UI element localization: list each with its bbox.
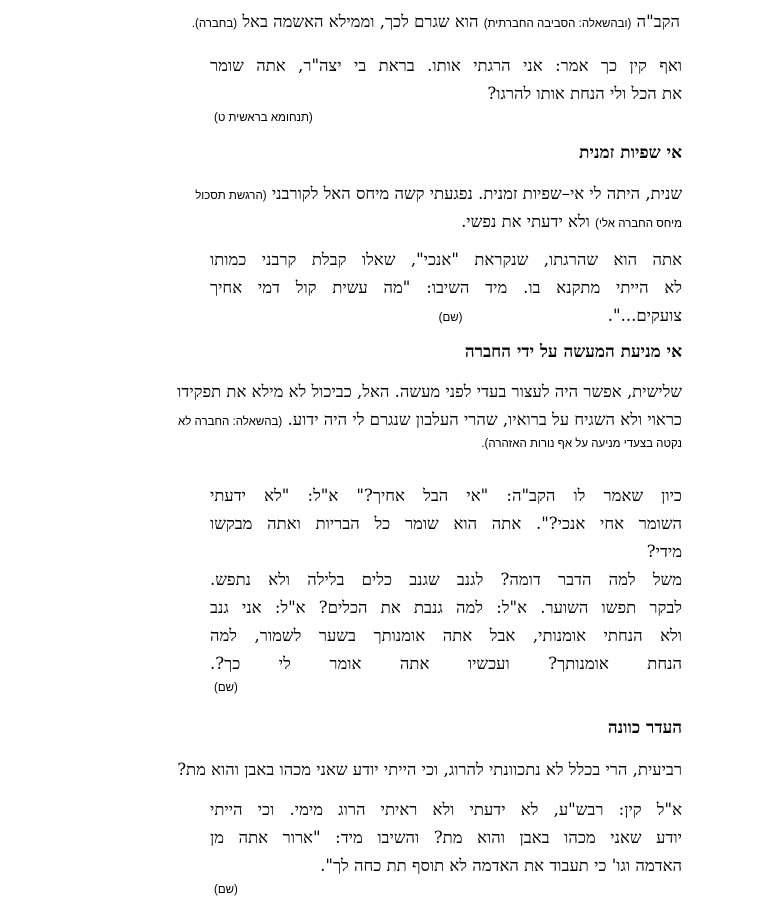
quote-source: (שם) [214,884,238,896]
intro-text-b: הוא שגרם לכך, וממילא האשמה באל [242,12,479,31]
paragraph-text: כראוי ולא השגיח על ברואיו, שהרי העלבון שנגרם לי היה ידוע. [287,410,682,429]
intro-note: (ובהשאלה: הסביבה החברתית) [483,18,632,30]
quote-source: (שם) [214,682,238,694]
intro-paragraph [0,8,680,36]
quote-line: ולא הנחתי אומנותי, אבל אתה אומנותך בשער לשמור, למה [210,626,682,645]
quote-line-text: צועקים...". [607,306,682,325]
intro-text-a: הקב"ה [636,12,680,31]
paragraph-note-line: נקטה בצעדי מניעה על אף נורות האזהרה). [481,438,682,450]
paragraph-line [10,406,682,434]
quote-line: האדמה וגו' כי תעבוד את האדמה לא תוסף תת כחה לך". [320,856,682,875]
section-title: אי מניעת המעשה על ידי החברה [464,342,682,362]
section3-paragraph [10,756,682,784]
paragraph-line [10,180,682,208]
paragraph-text: ולא ידעתי את נפשי. [461,212,590,231]
quote-line: יודע שאני מכהו באבן והוא מת? והשיבו מיד: "ארור אתה מן [210,828,682,847]
quote-line: לבקר תפשו השוער. א"ל: למה גנבת את הכלים? א"ל: אני גנב [210,598,682,617]
quote-line: מידי? [646,542,682,561]
section-title: העדר כוונה [607,718,682,738]
quote-source: (תנחומא בראשית ט) [214,112,313,124]
quote-line: הנחת אומנותך? ועכשיו אתה אומר לי כך?. [210,654,682,673]
quote-line: אתה הוא שהרגתו, שנקראת "אנכי", שאלו קבלת קרבני כמותו [210,250,682,269]
section-title: אי שפיות זמנית [579,143,682,163]
quote-line: ואף קין כך אמר: אני הרגתי אותו. בראת בי יצה"ר, אתה שומר [210,56,682,75]
paragraph-note: (הרגשת תסכול [195,190,267,202]
quote-line: את הכל ולי הנחת אותו להרגו? [487,84,682,103]
quote-line [210,302,682,330]
paragraph-line: שלישית, אפשר היה לעצור בעדי לפני מעשה. האל, כביכול לא מילא את תפקידו [177,382,682,401]
paragraph-line [10,208,682,236]
section1-paragraph [10,180,682,236]
quote-line: א"ל קין: רבש"ע, לא ידעתי ולא ראיתי הרוג מימי. וכי הייתי [210,800,682,819]
quote-block-1 [210,52,682,128]
quote-source: (שם) [438,312,463,324]
quote-block-3 [210,482,682,698]
quote-line: כיון שאמר לו הקב"ה: "אי הבל אחיך?" א"ל: "לא ידעתי [210,486,682,505]
paragraph-line: רביעית, הרי בכלל לא נתכוונתי להרוג, וכי הייתי יודע שאני מכהו באבן והוא מת? [177,760,682,779]
quote-line: השומר אחי אנכי?". אתה הוא שומר כל הבריות ואתה מבקשו [210,514,682,533]
intro-note-2: (בחברה). [191,18,238,30]
intro-line [0,8,680,36]
paragraph-text: שנית, היתה לי אי–שפיות זמנית. נפגעתי קשה מיחס האל לקורבני [271,184,682,203]
quote-block-2 [210,246,682,330]
quote-line: משל למה הדבר דומה? לגנב שגנב כלים בלילה ולא נתפש. [210,570,682,589]
quote-block-4 [210,796,682,900]
paragraph-note: (בהשאלה: החברה לא [177,416,283,428]
section2-paragraph [10,378,682,454]
paragraph-note: מיחס החברה אלי) [595,218,682,230]
quote-line: לא הייתי מתקנא בו. מיד השיבו: "מה עשית קול דמי אחיך [210,278,682,297]
